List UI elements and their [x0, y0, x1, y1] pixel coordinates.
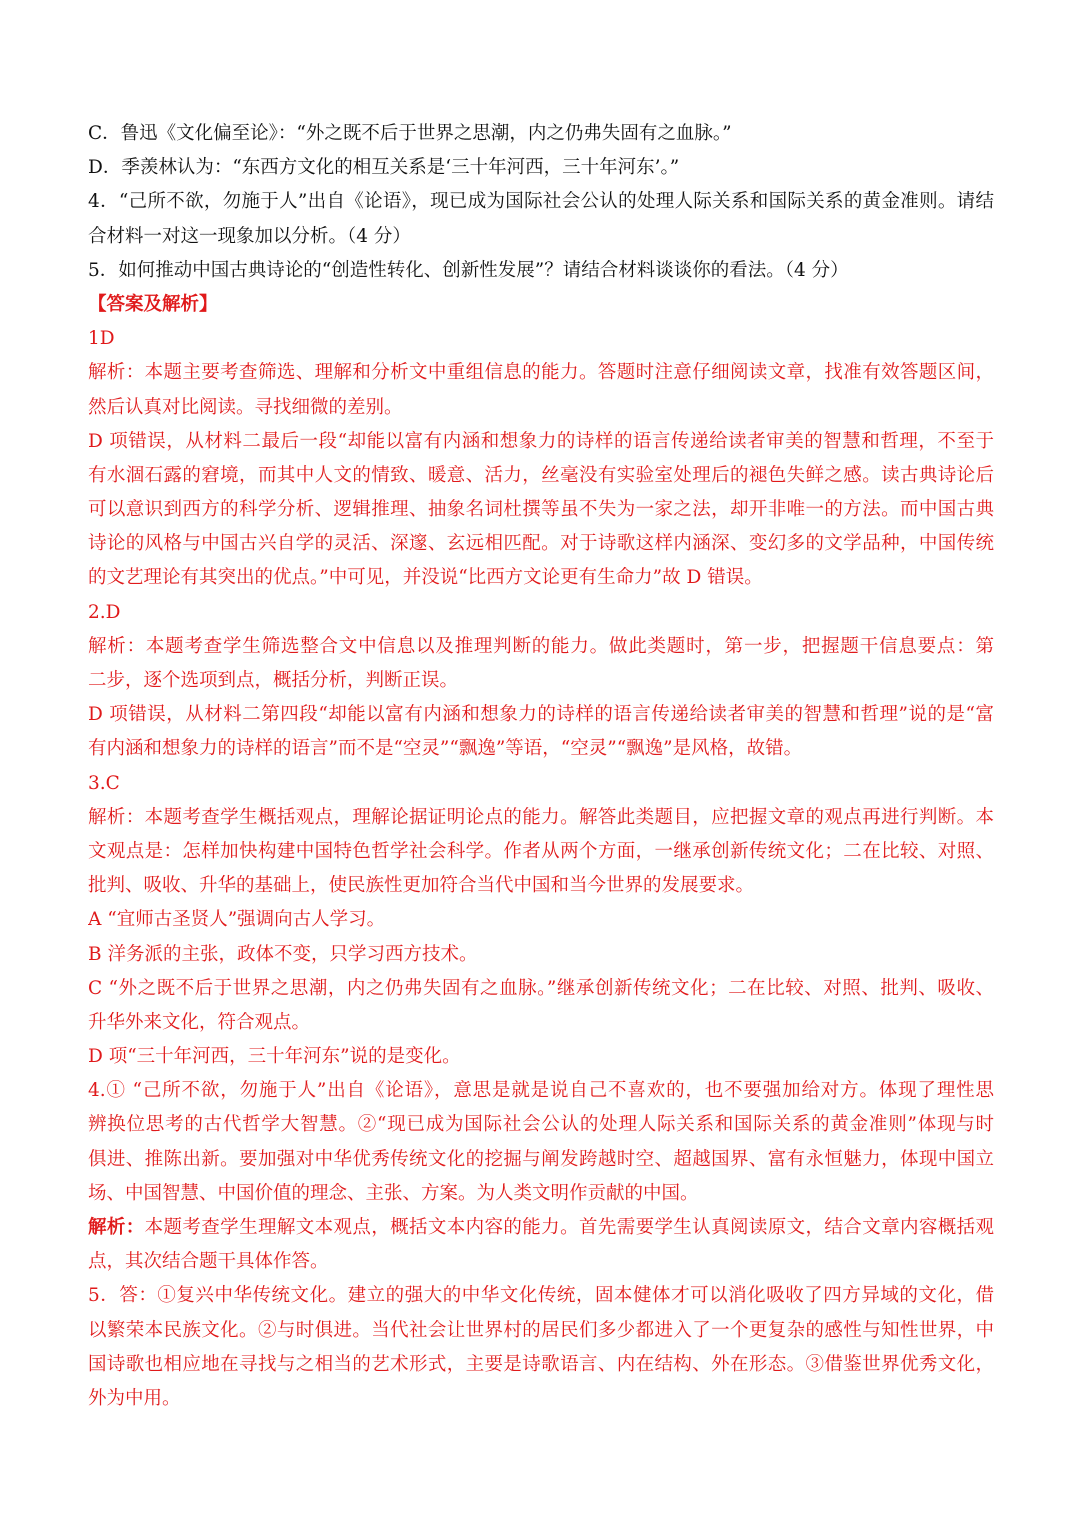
text-line: 1D: [88, 328, 115, 350]
text-line: 然后认真对比阅读。寻找细微的差别。: [88, 396, 403, 418]
text-line: 批判、吸收、升华的基础上，使民族性更加符合当代中国和当今世界的发展要求。: [88, 875, 755, 897]
text-line: 解析：本题考查学生概括观点，理解论据证明论点的能力。解答此类题目，应把握文章的观点再进行判断。本: [88, 806, 994, 828]
answer-3-title: [88, 767, 994, 801]
answer-3-option-a: [88, 903, 994, 937]
answer-2-title: [88, 596, 994, 630]
analysis-label: 解析：: [88, 1217, 145, 1238]
text-line: 升华外来文化，符合观点。: [88, 1011, 311, 1033]
text-line: 解析：本题主要考查筛选、理解和分析文中重组信息的能力。答题时注意仔细阅读文章，找准有效答题区间，: [88, 362, 994, 384]
text-line: 解析：本题考查学生筛选整合文中信息以及推理判断的能力。做此类题时，第一步，把握题干信息要点：第: [88, 635, 994, 657]
text-line: 有内涵和想象力的诗样的语言”而不是“空灵”“飘逸”等语，“空灵”“飘逸”是风格，故错。: [88, 738, 803, 760]
text-line: 场、中国智慧、中国价值的理念、主张、方案。为人类文明作贡献的中国。: [88, 1182, 699, 1204]
text-line: 的文艺理论有其突出的优点。”中可见，并没说“比西方文论更有生命力”故 D 错误。: [88, 567, 763, 589]
text-line: A “宜师古圣贤人”强调向古人学习。: [88, 909, 386, 931]
text-line: 国诗歌也相应地在寻找与之相当的艺术形式，主要是诗歌语言、内在结构、外在形态。③借鉴世界优秀文化，: [88, 1353, 994, 1375]
text-line: 外为中用。: [88, 1387, 181, 1409]
question-3-option-d: [88, 151, 994, 185]
text-line: 文观点是：怎样加快构建中国特色哲学社会科学。作者从两个方面，一继承创新传统文化；二在比较、对照、: [88, 840, 994, 862]
answer-1-title: [88, 322, 994, 356]
answer-4: [88, 1074, 994, 1211]
text-line: 有水涸石露的窘境，而其中人文的情致、暖意、活力，丝毫没有实验室处理后的褪色失鲜之感。读古典诗论后: [88, 464, 994, 486]
text-line: C “外之既不后于世界之思潮，内之仍弗失固有之血脉。”继承创新传统文化；二在比较、对照、批判、吸收、: [88, 977, 994, 999]
text-line: 诗论的风格与中国古兴自学的灵活、深邃、玄远相匹配。对于诗歌这样内涵深、变幻多的文学品种，中国传统: [88, 533, 994, 555]
answer-2-analysis: [88, 630, 994, 698]
text-line: 合材料一对这一现象加以分析。（4 分）: [88, 225, 411, 247]
text-line: D 项“三十年河西，三十年河东”说的是变化。: [88, 1046, 461, 1068]
document-content: [88, 117, 994, 1416]
answer-1-analysis: [88, 356, 994, 424]
text-line: 辨换位思考的古代哲学大智慧。②“现已成为国际社会公认的处理人际关系和国际关系的黄金准则”体现与时: [88, 1114, 994, 1136]
answer-3-option-d: [88, 1040, 994, 1074]
answer-heading: 【答案及解析】: [88, 293, 218, 315]
answer-3-option-c: [88, 972, 994, 1040]
text-line: 4.① “己所不欲，勿施于人”出自《论语》，意思是就是说自己不喜欢的，也不要强加给对方。体现了理性思: [88, 1080, 994, 1102]
answer-5: [88, 1279, 994, 1416]
text-line: 4．“己所不欲，勿施于人”出自《论语》，现已成为国际社会公认的处理人际关系和国际关系的黄金准则。请结: [88, 191, 994, 213]
text-line: 5．答：①复兴中华传统文化。建立的强大的中华文化传统，固本健体才可以消化吸收了四方异域的文化，借: [88, 1285, 994, 1307]
text-line: 5．如何推动中国古典诗论的“创造性转化、创新性发展”？请结合材料谈谈你的看法。（4 分）: [88, 259, 849, 281]
text-line: 3.C: [88, 772, 120, 794]
answer-2-detail: [88, 698, 994, 766]
text-line: 二步，逐个选项到点，概括分析，判断正误。: [88, 670, 459, 691]
text-line: 2.D: [88, 601, 121, 623]
text-line: 俱进、推陈出新。要加强对中华优秀传统文化的挖掘与阐发跨越时空、超越国界、富有永恒魅力，体现中国立: [88, 1148, 994, 1170]
answer-3-analysis: [88, 801, 994, 904]
text-line: C．鲁迅《文化偏至论》：“外之既不后于世界之思潮，内之仍弗失固有之血脉。”: [88, 123, 732, 144]
text-line: B 洋务派的主张，政体不变，只学习西方技术。: [88, 943, 478, 965]
text-line: 点，其次结合题干具体作答。: [88, 1251, 329, 1273]
text-line: [88, 1211, 994, 1245]
analysis-text: 本题考查学生理解文本观点，概括文本内容的能力。首先需要学生认真阅读原文，结合文章内容概括观: [144, 1217, 994, 1238]
text-line: D 项错误，从材料二最后一段“却能以富有内涵和想象力的诗样的语言传递给读者审美的智慧和哲理，不至于: [88, 430, 994, 452]
answer-4-analysis: [88, 1211, 994, 1279]
question-3-option-c: [88, 117, 994, 151]
question-4: [88, 185, 994, 253]
text-line: D 项错误，从材料二第四段“却能以富有内涵和想象力的诗样的语言传递给读者审美的智慧和哲理”说的是“富: [88, 704, 994, 726]
answer-3-option-b: [88, 938, 994, 972]
question-5: [88, 254, 994, 288]
text-line: D．季羡林认为：“东西方文化的相互关系是‘三十年河西，三十年河东’。”: [88, 157, 680, 179]
answer-1-detail: [88, 425, 994, 596]
text-line: 以繁荣本民族文化。②与时俱进。当代社会让世界村的居民们多少都进入了一个更复杂的感性与知性世界，中: [88, 1319, 994, 1341]
text-line: 可以意识到西方的科学分析、逻辑推理、抽象名词杜撰等虽不失为一家之法，却开非唯一的方法。而中国古典: [88, 499, 994, 521]
